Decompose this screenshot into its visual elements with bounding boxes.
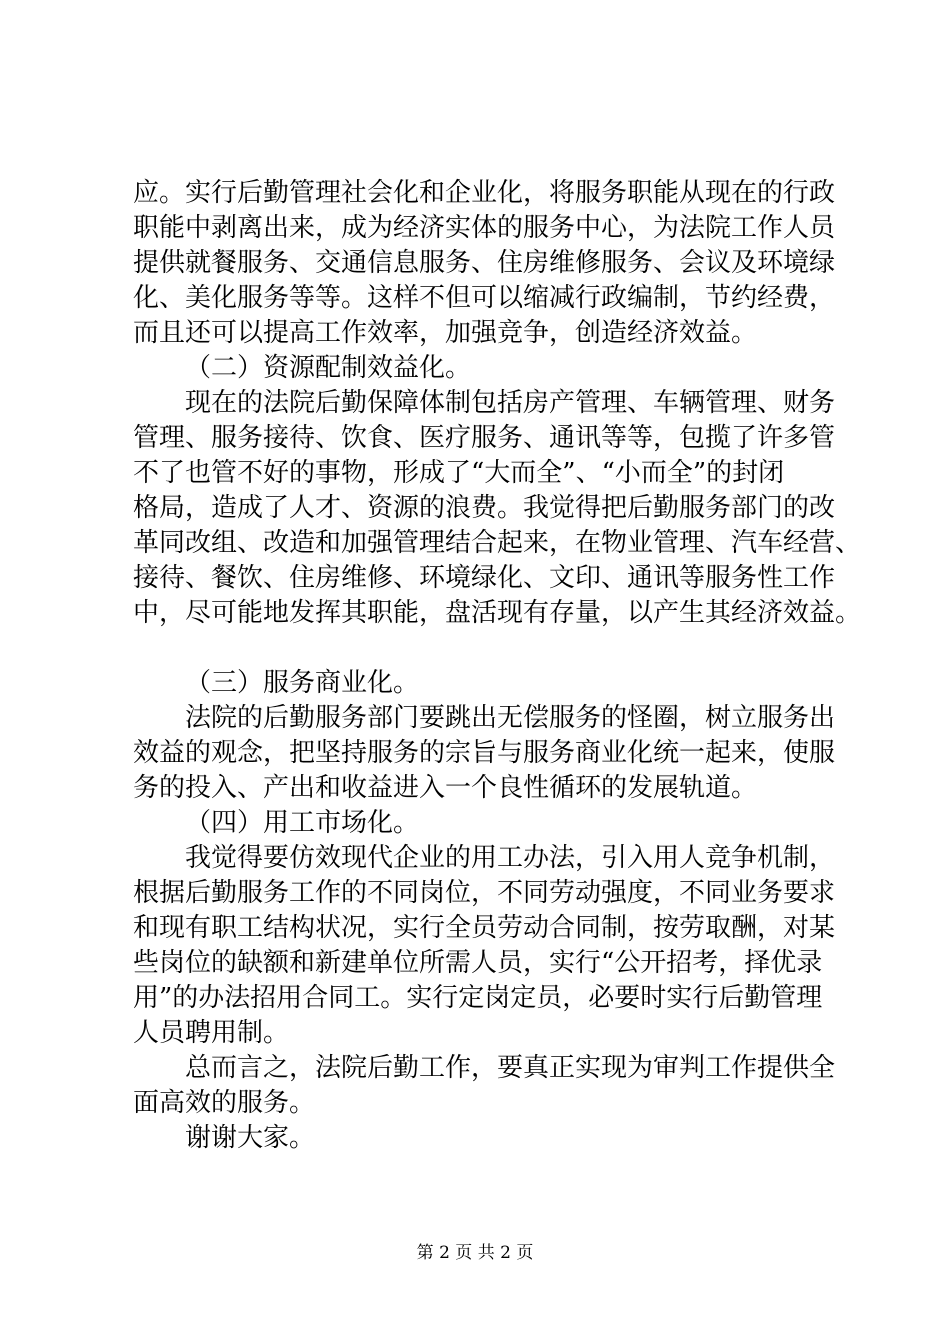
body-line: 提供就餐服务、交通信息服务、住房维修服务、会议及环境绿 <box>133 248 836 278</box>
body-line: 不了也管不好的事物，形成了“大而全”、“小而全”的封闭 <box>133 458 785 488</box>
body-line: 应。实行后勤管理社会化和企业化，将服务职能从现在的行政 <box>133 178 836 208</box>
body-line: 根据后勤服务工作的不同岗位，不同劳动强度，不同业务要求 <box>133 878 836 908</box>
body-line: 中，尽可能地发挥其职能，盘活现有存量，以产生其经济效益。 <box>133 598 862 628</box>
body-line: 些岗位的缺额和新建单位所需人员，实行“公开招考，择优录 <box>133 948 823 978</box>
body-line: 法院的后勤服务部门要跳出无偿服务的怪圈，树立服务出 <box>185 703 836 733</box>
paragraph-gap <box>133 631 853 666</box>
body-line: 管理、服务接待、饮食、医疗服务、通讯等等，包揽了许多管 <box>133 423 836 453</box>
body-line: 面高效的服务。 <box>133 1088 316 1118</box>
body-line: 总而言之，法院后勤工作，要真正实现为审判工作提供全 <box>185 1053 836 1083</box>
section-heading-2: （二）资源配制效益化。 <box>185 353 472 383</box>
body-line: 务的投入、产出和收益进入一个良性循环的发展轨道。 <box>133 773 758 803</box>
body-line: 和现有职工结构状况，实行全员劳动合同制，按劳取酬，对某 <box>133 913 836 943</box>
section-heading-4: （四）用工市场化。 <box>185 808 420 838</box>
body-line: 效益的观念，把坚持服务的宗旨与服务商业化统一起来，使服 <box>133 738 836 768</box>
page-number-footer: 第 2 页 共 2 页 <box>416 1243 534 1263</box>
body-line: 而且还可以提高工作效率，加强竞争，创造经济效益。 <box>133 318 758 348</box>
section-heading-3: （三）服务商业化。 <box>185 668 420 698</box>
body-line: 格局，造成了人才、资源的浪费。我觉得把后勤服务部门的改 <box>133 493 836 523</box>
body-line: 我觉得要仿效现代企业的用工办法，引入用人竞争机制， <box>185 843 836 873</box>
closing-line: 谢谢大家。 <box>185 1123 316 1153</box>
body-line: 化、美化服务等等。这样不但可以缩减行政编制，节约经费， <box>133 283 836 313</box>
body-line: 接待、餐饮、住房维修、环境绿化、文印、通讯等服务性工作 <box>133 563 836 593</box>
body-line: 用”的办法招用合同工。实行定岗定员，必要时实行后勤管理 <box>133 983 823 1013</box>
body-line: 现在的法院后勤保障体制包括房产管理、车辆管理、财务 <box>185 388 836 418</box>
body-line: 革同改组、改造和加强管理结合起来，在物业管理、汽车经营、 <box>133 528 862 558</box>
body-line: 职能中剥离出来，成为经济实体的服务中心，为法院工作人员 <box>133 213 836 243</box>
document-body <box>133 176 862 1156</box>
body-line: 人员聘用制。 <box>133 1018 290 1048</box>
